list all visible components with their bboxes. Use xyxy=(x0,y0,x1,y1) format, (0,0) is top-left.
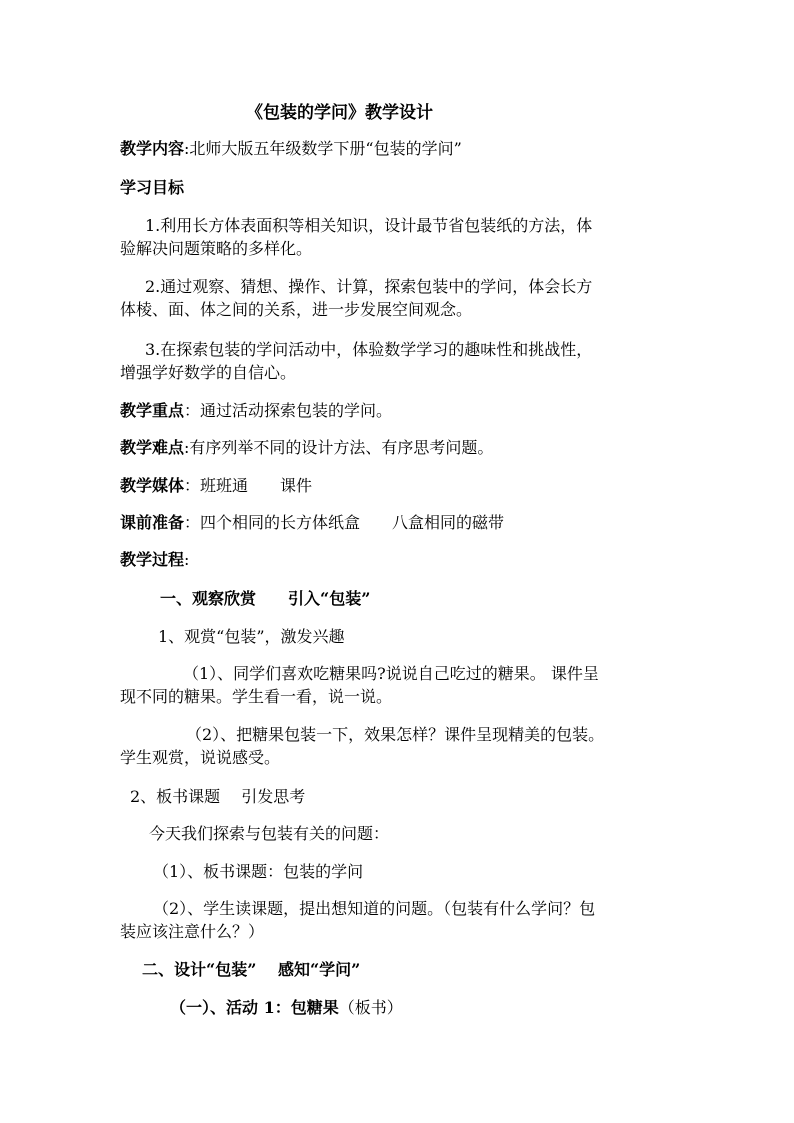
paragraph-today: 今天我们探索与包装有关的问题： xyxy=(149,824,390,843)
section-1-heading: 一、观察欣赏 引入“包装” xyxy=(160,589,371,608)
media-value: ：班班通 课件 xyxy=(184,476,313,495)
activity-1 xyxy=(170,998,403,1018)
difficulty-label: 教学难点 xyxy=(120,438,185,457)
preparation xyxy=(120,513,504,533)
key-point xyxy=(120,401,392,421)
subsection-1: 1、观赏“包装”，激发兴趣 xyxy=(158,627,345,646)
difficulty-value: :有序列举不同的设计方法、有序思考问题。 xyxy=(184,438,494,457)
item-2-line-2: 学生观赏，说说感受。 xyxy=(120,748,281,767)
key-point-label: 教学重点 xyxy=(120,401,185,420)
preparation-label: 课前准备 xyxy=(120,513,185,532)
subsection-2: 2、板书课题 引发思考 xyxy=(130,787,306,806)
objectives-heading: 学习目标 xyxy=(120,178,185,197)
process-colon: : xyxy=(184,550,190,569)
board-item-2-line-1: （2）、学生读课题，提出想知道的问题。（包装有什么学问？包 xyxy=(153,899,596,918)
key-point-value: ：通过活动探索包装的学问。 xyxy=(184,401,393,420)
teaching-content-label: 教学内容 xyxy=(120,139,185,158)
preparation-value: ：四个相同的长方体纸盒 八盒相同的磁带 xyxy=(184,513,505,532)
document-title: 《包装的学问》教学设计 xyxy=(246,103,433,123)
item-1-line-2: 现不同的糖果。学生看一看，说一说。 xyxy=(120,687,393,706)
board-item-2-line-2: 装应该注意什么？） xyxy=(120,922,265,941)
objective-1-line-2: 验解决问题策略的多样化。 xyxy=(120,239,313,258)
teaching-content xyxy=(120,139,462,159)
board-item-1: （1）、板书课题：包装的学问 xyxy=(153,862,364,881)
media xyxy=(120,476,312,496)
item-2-line-1: （2）、把糖果包装一下，效果怎样？课件呈现精美的包装。 xyxy=(186,725,605,744)
process-label: 教学过程 xyxy=(120,550,185,569)
objective-2-line-1: 2.通过观察、猜想、操作、计算，探索包装中的学问，体会长方 xyxy=(145,277,593,296)
teaching-content-value: :北师大版五年级数学下册“包装的学问” xyxy=(184,139,462,158)
process-heading xyxy=(120,550,189,570)
activity-1-label: （一）、活动 1：包糖果 xyxy=(170,998,339,1017)
media-label: 教学媒体 xyxy=(120,476,185,495)
objective-2-line-2: 体棱、面、体之间的关系，进一步发展空间观念。 xyxy=(120,300,473,319)
section-2-heading: 二、设计“包装” 感知“学问” xyxy=(142,960,361,979)
item-1-line-1: （1）、同学们喜欢吃糖果吗?说说自己吃过的糖果。 课件呈 xyxy=(183,664,599,683)
activity-1-note: （板书） xyxy=(338,998,403,1017)
objective-3-line-1: 3.在探索包装的学问活动中，体验数学学习的趣味性和挑战性， xyxy=(145,340,593,359)
objective-1-line-1: 1.利用长方体表面积等相关知识，设计最节省包装纸的方法，体 xyxy=(145,216,593,235)
objective-3-line-2: 增强学好数学的自信心。 xyxy=(120,363,297,382)
difficulty xyxy=(120,438,493,458)
